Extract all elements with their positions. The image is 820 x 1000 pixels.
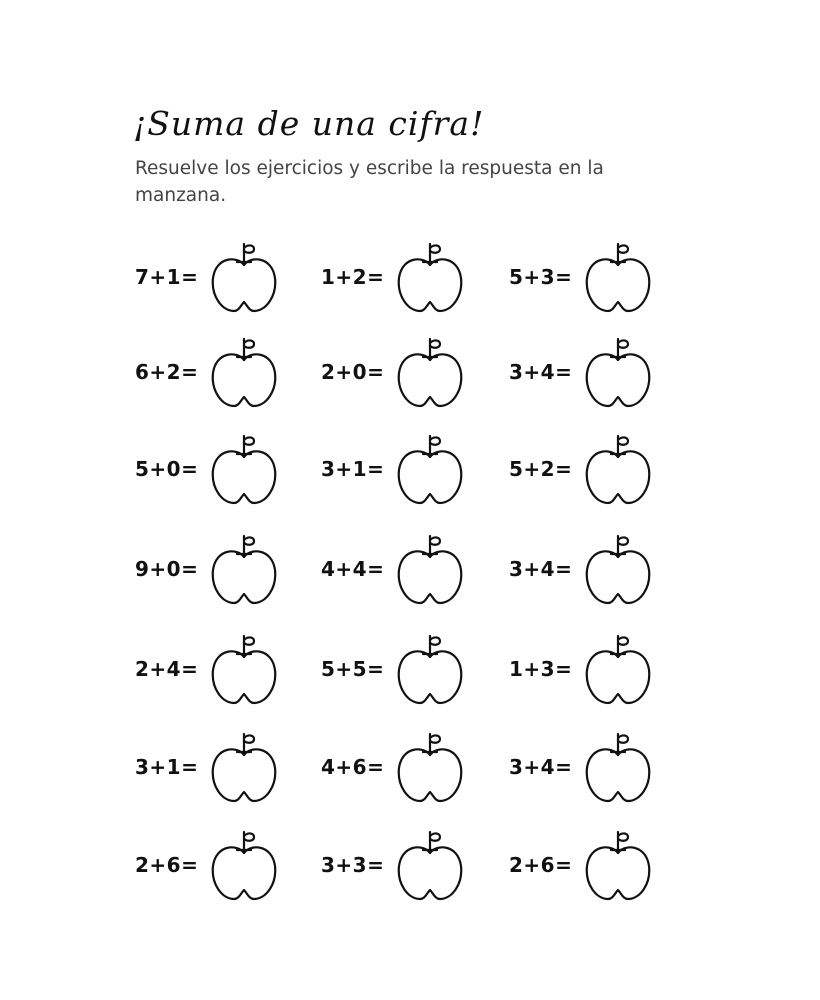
exercise-item [135,430,305,510]
exercise-equation: 1+3= [509,657,573,681]
apple-icon [208,728,280,804]
apple-icon [208,430,280,506]
apple-icon [582,333,654,409]
exercise-item [135,630,305,710]
exercise-equation: 2+0= [321,360,385,384]
exercise-equation: 1+2= [321,265,385,289]
exercise-item [321,530,491,610]
exercise-equation: 9+0= [135,557,199,581]
exercise-equation: 3+4= [509,557,573,581]
apple-icon [394,728,466,804]
exercise-item [509,826,679,906]
exercise-equation: 4+6= [321,755,385,779]
exercise-equation: 4+4= [321,557,385,581]
exercise-item [135,333,305,413]
exercise-item [509,238,679,318]
exercise-equation: 5+3= [509,265,573,289]
exercise-equation: 3+4= [509,360,573,384]
exercise-item [321,333,491,413]
exercise-equation: 2+6= [135,853,199,877]
apple-icon [208,333,280,409]
exercise-item [321,826,491,906]
exercise-item [509,728,679,808]
exercise-equation: 2+4= [135,657,199,681]
exercise-item [321,630,491,710]
exercise-equation: 2+6= [509,853,573,877]
exercise-equation: 6+2= [135,360,199,384]
apple-icon [582,430,654,506]
exercise-equation: 3+4= [509,755,573,779]
exercise-item [135,238,305,318]
instructions-text: Resuelve los ejercicios y escribe la respuesta en la manzana. [135,158,604,206]
apple-icon [208,826,280,902]
exercise-item [321,728,491,808]
exercise-item [509,333,679,413]
apple-icon [394,238,466,314]
page-title: ¡Suma de una cifra! [133,104,485,143]
exercise-equation: 3+1= [135,755,199,779]
exercise-item [509,630,679,710]
apple-icon [582,630,654,706]
exercise-equation: 5+2= [509,457,573,481]
exercise-equation: 3+3= [321,853,385,877]
exercise-item [509,430,679,510]
exercise-item [135,530,305,610]
apple-icon [394,826,466,902]
exercise-equation: 5+0= [135,457,199,481]
apple-icon [394,430,466,506]
apple-icon [208,530,280,606]
exercise-item [135,728,305,808]
apple-icon [582,826,654,902]
apple-icon [394,530,466,606]
exercise-item [321,430,491,510]
apple-icon [582,728,654,804]
exercise-item [509,530,679,610]
exercise-item [135,826,305,906]
exercise-equation: 3+1= [321,457,385,481]
apple-icon [208,238,280,314]
exercise-item [321,238,491,318]
apple-icon [582,238,654,314]
exercise-equation: 7+1= [135,265,199,289]
apple-icon [208,630,280,706]
apple-icon [582,530,654,606]
apple-icon [394,630,466,706]
exercise-equation: 5+5= [321,657,385,681]
apple-icon [394,333,466,409]
